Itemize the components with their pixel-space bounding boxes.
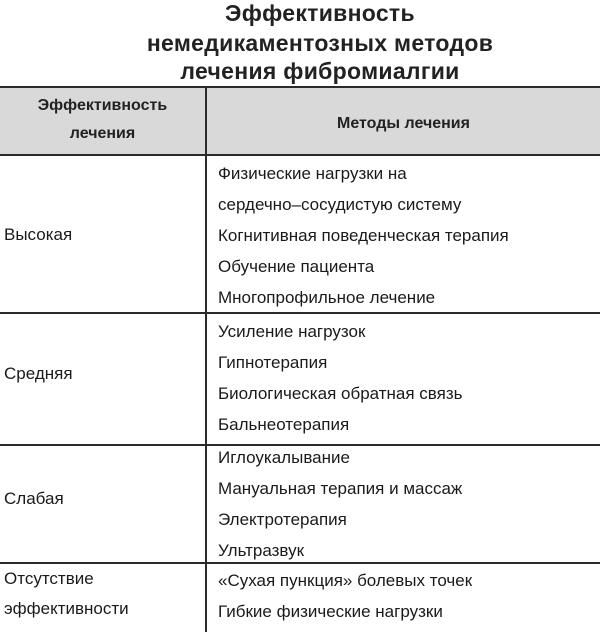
title-line-1: Эффективность [225,0,415,26]
method-item: Гибкие физические нагрузки [218,602,443,621]
method-item: Биологическая обратная связь [218,384,463,403]
method-item: Обучение пациента [218,257,375,276]
row-effectiveness-high [4,220,204,250]
methods-list-none [218,565,598,627]
header-effectiveness [0,92,205,148]
header-methods: Методы лечения [337,115,470,132]
method-item: «Сухая пункция» болевых точек [218,571,473,590]
method-item: Когнитивная поведенческая терапия [218,226,509,245]
header-effectiveness-line-1: Эффективность [37,97,168,114]
row-label-line: эффективности [4,599,129,618]
table-top-border [0,86,600,88]
title-line-2: немедикаментозных методов [146,30,494,56]
row-effectiveness-weak [4,484,204,514]
row-effectiveness-medium [4,359,204,389]
method-item: Физические нагрузки на [218,164,407,183]
method-item: Бальнеотерапия [218,415,350,434]
column-divider [205,86,207,632]
title-line-3: лечения фибромиалгии [180,58,460,84]
row-label-line: Слабая [4,489,64,508]
row-effectiveness-none [4,564,204,624]
header-effectiveness-line-2: лечения [69,125,136,142]
method-item: Мануальная терапия и массаж [218,479,463,498]
header-divider [0,154,600,156]
method-item: Усиление нагрузок [218,322,366,341]
methods-list-high [218,158,598,313]
row-label-line: Высокая [4,225,73,244]
method-item: Иглоукалывание [218,448,350,467]
methods-list-weak [218,442,598,566]
method-item: Ультразвук [218,541,305,560]
methods-list-medium [218,316,598,440]
method-item: Гипнотерапия [218,353,328,372]
method-item: сердечно–сосудистую систему [218,195,462,214]
row-label-line: Отсутствие [4,569,94,588]
row-label-line: Средняя [4,364,73,383]
effectiveness-table [0,86,600,632]
method-item: Многопрофильное лечение [218,288,436,307]
method-item: Электротерапия [218,510,347,529]
